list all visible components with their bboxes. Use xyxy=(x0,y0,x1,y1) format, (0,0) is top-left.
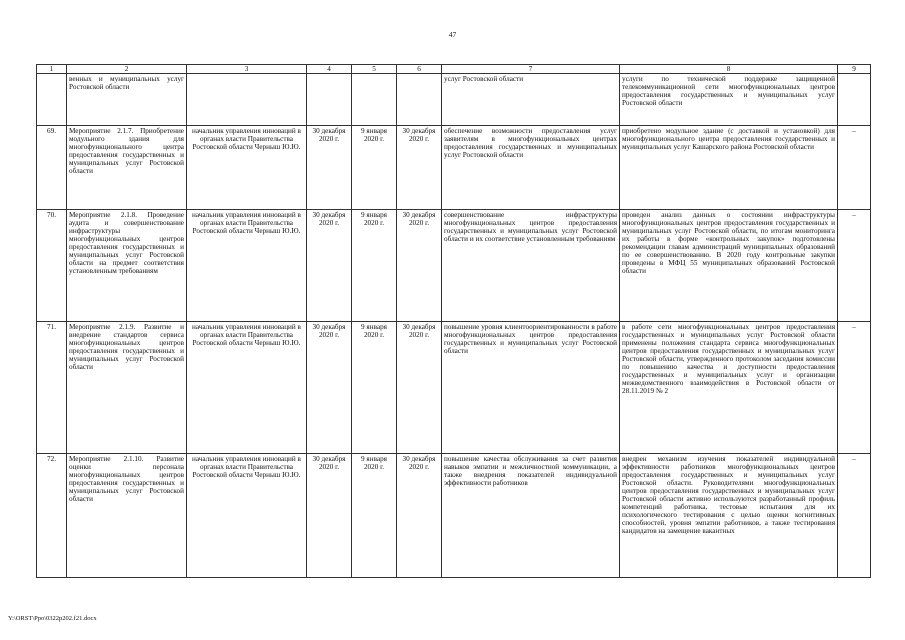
measure-name: Мероприятие 2.1.7. Приобретение модульного здания для многофункционального центра предоставления государственных и муниципальных услуг Ростовской области xyxy=(67,126,187,210)
header-cell: 9 xyxy=(838,65,871,74)
responsible-person: начальник управления инноваций в органах власти Правительства Ростовской области Черныш Ю.Ю. xyxy=(187,454,307,578)
responsible-person: начальник управления инноваций в органах власти Правительства Ростовской области Черныш Ю.Ю. xyxy=(187,126,307,210)
actual-start-date: 9 января 2020 г. xyxy=(352,126,397,210)
planned-start-date: 30 декабря 2020 г. xyxy=(307,454,352,578)
actual-start-date xyxy=(352,74,397,126)
responsible-person: начальник управления инноваций в органах власти Правительства Ростовской области Черныш Ю.Ю. xyxy=(187,322,307,454)
planned-start-date: 30 декабря 2020 г. xyxy=(307,126,352,210)
page-number: 47 xyxy=(448,30,457,39)
actual-start-date: 9 января 2020 г. xyxy=(352,210,397,322)
header-cell: 4 xyxy=(307,65,352,74)
actual-start-date: 9 января 2020 г. xyxy=(352,322,397,454)
table-row xyxy=(37,322,871,454)
responsible-person xyxy=(187,74,307,126)
header-cell: 5 xyxy=(352,65,397,74)
planned-end-date xyxy=(397,74,442,126)
header-cell: 3 xyxy=(187,65,307,74)
table-row xyxy=(37,74,871,126)
table-row xyxy=(37,126,871,210)
planned-end-date: 30 декабря 2020 г. xyxy=(397,454,442,578)
actual-result: в работе сети многофункциональных центров предоставления государственных и муниципальных услуг Ростовской области применены положения стандарта сервиса многофункциональных центров предоставления государственных и муниципальных услуг Ростовской области, утвержденного протоколом заседания комиссии по повышению качества и доступности предоставления государственных и муниципальных услуг и организации межведомственного взаимодействия в Ростовской области от 28.11.2019 № 2 xyxy=(620,322,838,454)
planned-start-date: 30 декабря 2020 г. xyxy=(307,210,352,322)
actual-result: приобретено модульное здание (с доставкой и установкой) для многофункционального центра предоставления государственных и муниципальных услуг Кашарского района Ростовской области xyxy=(620,126,838,210)
footer-file-path: Y:\ORST\Ppo\0322p202.f21.docx xyxy=(8,615,97,622)
planned-end-date: 30 декабря 2020 г. xyxy=(397,322,442,454)
header-cell: 8 xyxy=(620,65,838,74)
expected-result: повышение уровня клиентоориентированности в работе многофункциональных центров предоставления государственных и муниципальных услуг Ростовской области xyxy=(442,322,620,454)
measure-name: венных и муниципальных услуг Ростовской области xyxy=(67,74,187,126)
expected-result: обеспечение возможности предоставления услуг заявителям в многофункциональных центрах предоставления государственных и муниципальных услуг Ростовской области xyxy=(442,126,620,210)
table-row xyxy=(37,454,871,578)
problems-cell: – xyxy=(838,322,871,454)
row-number: 69. xyxy=(37,126,67,210)
problems-cell xyxy=(838,74,871,126)
expected-result: услуг Ростовской области xyxy=(442,74,620,126)
row-number: 72. xyxy=(37,454,67,578)
actual-result: проведен анализ данных о состоянии инфраструктуры многофункциональных центров предоставления государственных и муниципальных услуг Ростовской области, по итогам мониторинга их работы в форме «контрольных закупок» подготовлены рекомендации главам администраций муниципальных образований по ее совершенствованию. В 2020 году контрольные закупки проведены в МФЦ 55 муниципальных образований Ростовской области xyxy=(620,210,838,322)
report-table xyxy=(36,64,871,578)
row-number: 71. xyxy=(37,322,67,454)
header-cell: 7 xyxy=(442,65,620,74)
measure-name: Мероприятие 2.1.10. Развитие оценки персонала многофункциональных центров предоставления государственных и муниципальных услуг Ростовской области xyxy=(67,454,187,578)
table-header-row xyxy=(37,65,871,74)
problems-cell: – xyxy=(838,126,871,210)
measure-name: Мероприятие 2.1.8. Проведение аудита и совершенствование инфраструктуры многофункциональных центров предоставления государственных и муниципальных услуг Ростовской области на предмет соответствия установленным требованиям xyxy=(67,210,187,322)
row-number: 70. xyxy=(37,210,67,322)
problems-cell: – xyxy=(838,210,871,322)
actual-start-date: 9 января 2020 г. xyxy=(352,454,397,578)
row-number xyxy=(37,74,67,126)
table-row xyxy=(37,210,871,322)
responsible-person: начальник управления инноваций в органах власти Правительства Ростовской области Черныш Ю.Ю. xyxy=(187,210,307,322)
planned-start-date xyxy=(307,74,352,126)
header-cell: 1 xyxy=(37,65,67,74)
planned-end-date: 30 декабря 2020 г. xyxy=(397,126,442,210)
header-cell: 2 xyxy=(67,65,187,74)
planned-end-date: 30 декабря 2020 г. xyxy=(397,210,442,322)
actual-result: услуги по технической поддержке защищенной телекоммуникационной сети многофункциональных центров предоставления государственных и муниципальных услуг Ростовской области xyxy=(620,74,838,126)
expected-result: повышение качества обслуживания за счет развития навыков эмпатии и межличностной коммуникации, а также внедрения показателей индивидуальной эффективности работников xyxy=(442,454,620,578)
planned-start-date: 30 декабря 2020 г. xyxy=(307,322,352,454)
measure-name: Мероприятие 2.1.9. Развитие и внедрение стандартов сервиса многофункциональных центров предоставления государственных и муниципальных услуг Ростовской области xyxy=(67,322,187,454)
expected-result: совершенствование инфраструктуры многофункциональных центров предоставления государственных и муниципальных услуг Ростовской области и их соответствие установленным требованиям xyxy=(442,210,620,322)
actual-result: внедрен механизм изучения показателей индивидуальной эффективности работников многофункциональных центров предоставления государственных и муниципальных услуг Ростовской области. Руководителями многофункциональных центров предоставления государственных и муниципальных услуг Ростовской области активно используются разработанный профиль компетенций работника, тестовые испытания для их психологического тестирования с целью оценки когнитивных способностей, уровня эмпатии работников, а также тестирования кандидатов на замещение вакантных xyxy=(620,454,838,578)
header-cell: 6 xyxy=(397,65,442,74)
problems-cell: – xyxy=(838,454,871,578)
